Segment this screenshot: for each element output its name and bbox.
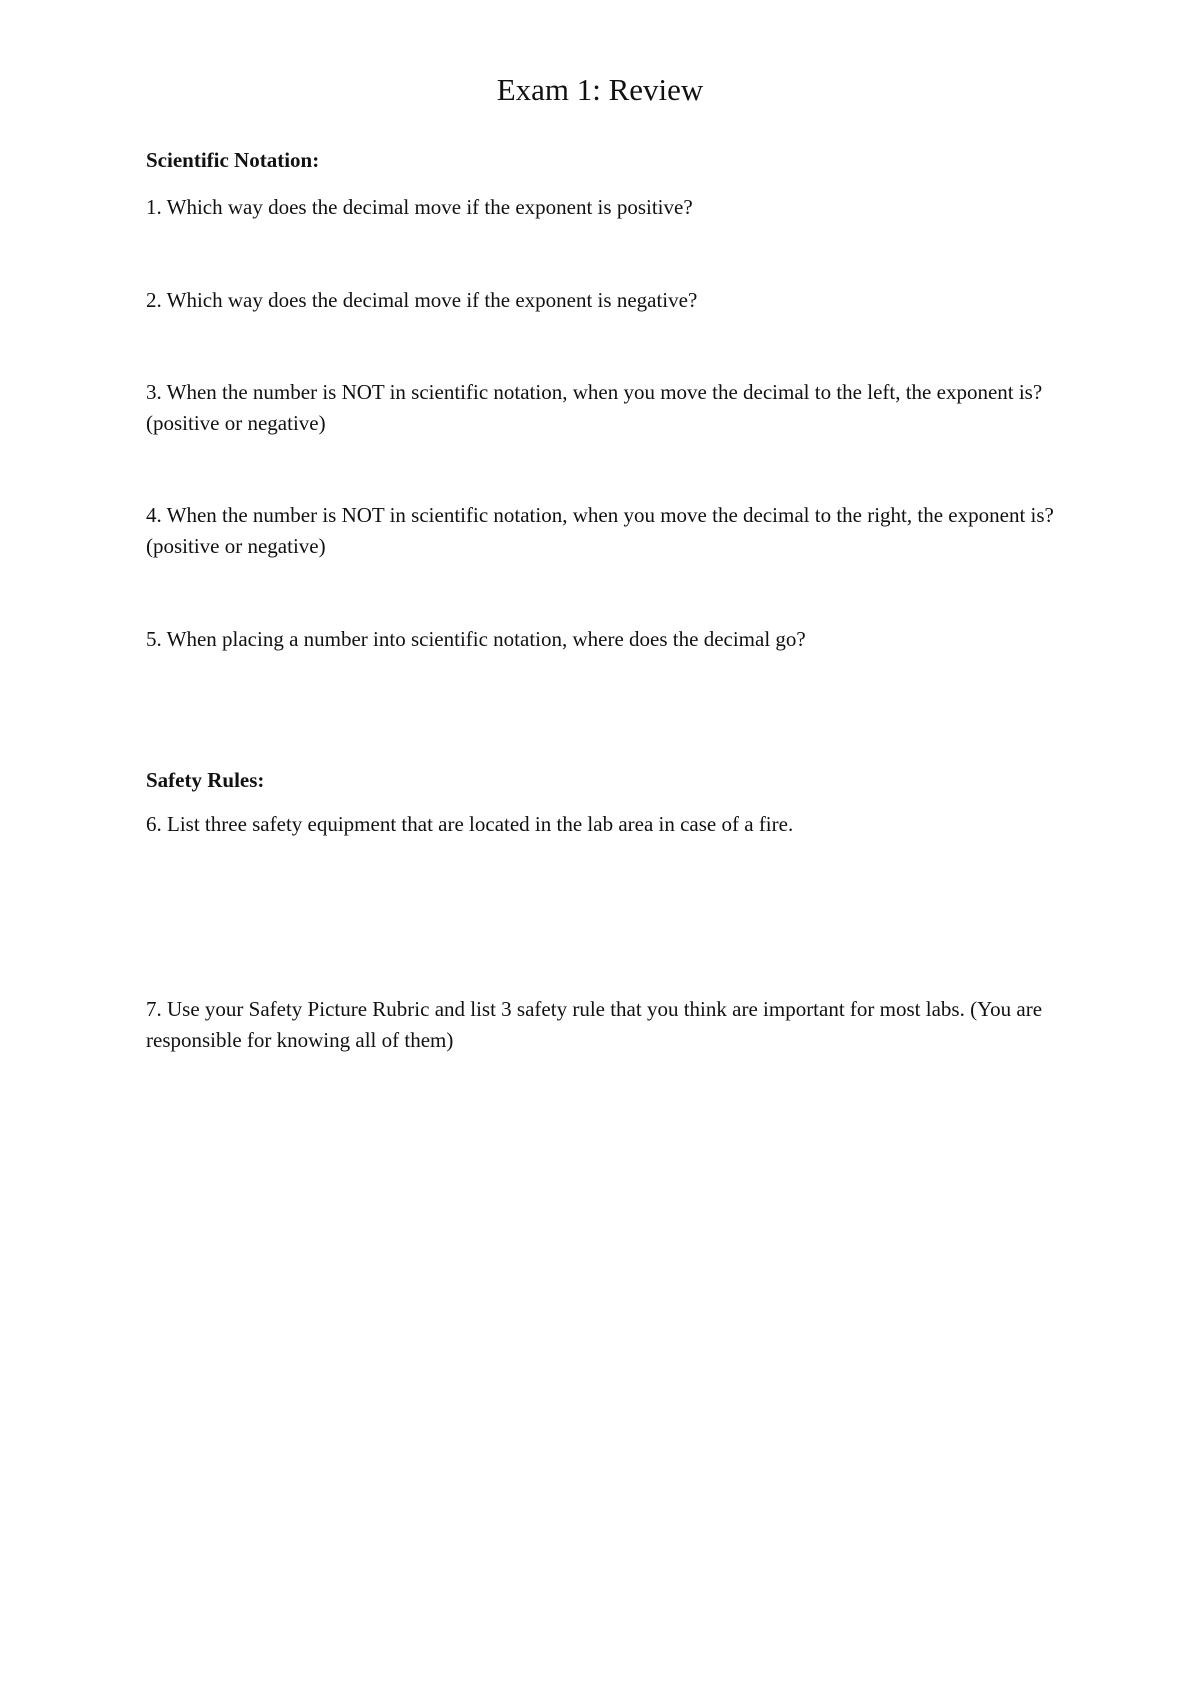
question-2: 2. Which way does the decimal move if the exponent is negative? [146,288,698,312]
question-3: 3. When the number is NOT in scientific notation, when you move the decimal to the left, the exponent is? (positive or negative) [146,380,1043,435]
question-6: 6. List three safety equipment that are located in the lab area in case of a fire. [146,812,794,836]
question-1: 1. Which way does the decimal move if the exponent is positive? [146,195,693,219]
question-4: 4. When the number is NOT in scientific notation, when you move the decimal to the right, the exponent is? (positive or negative) [146,503,1054,558]
section-heading-scientific-notation: Scientific Notation: [146,148,320,172]
section-heading-safety-rules: Safety Rules: [146,768,265,792]
page-title: Exam 1: Review [496,72,704,107]
question-7: 7. Use your Safety Picture Rubric and list 3 safety rule that you think are important for most labs. (You are responsible for knowing all of them) [146,997,1043,1052]
question-5: 5. When placing a number into scientific notation, where does the decimal go? [146,627,806,651]
